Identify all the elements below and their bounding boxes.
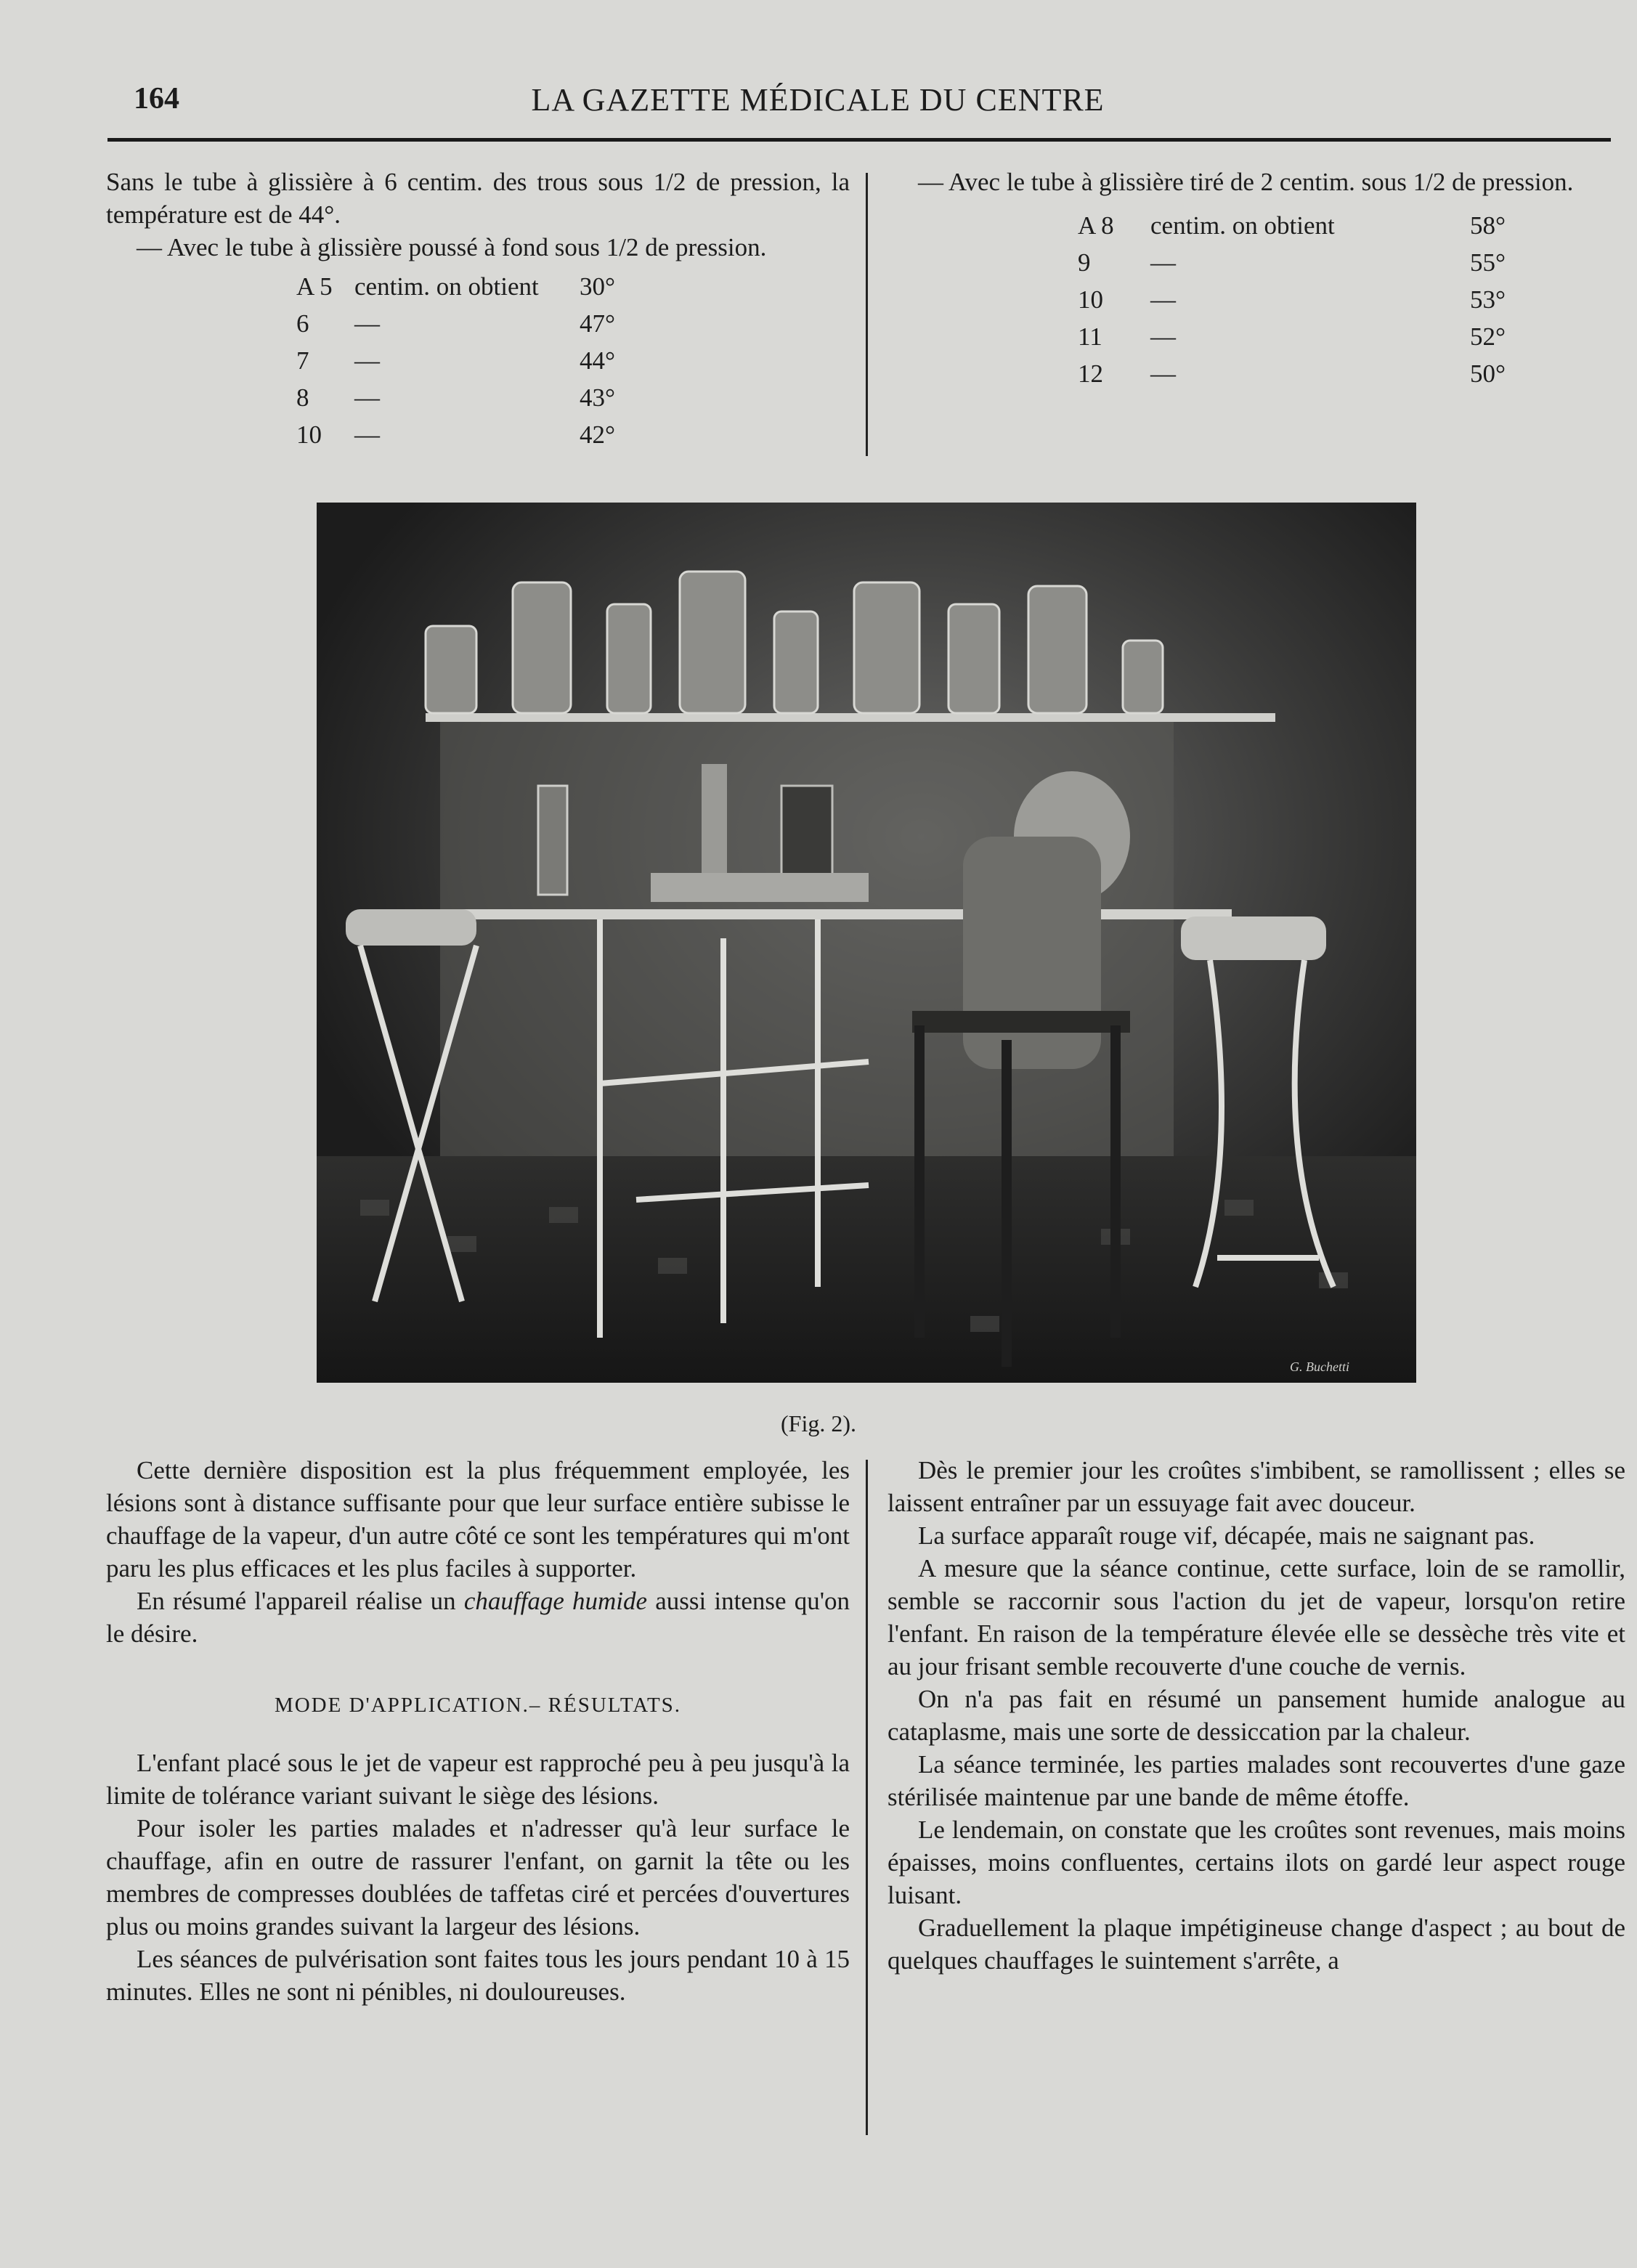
table-cell: —: [354, 383, 380, 412]
page-number: 164: [134, 82, 179, 115]
table-cell: 52°: [1470, 322, 1506, 351]
table-cell: —: [1150, 359, 1176, 388]
treatment-room-photo: [317, 503, 1416, 1383]
table-cell: —: [354, 420, 380, 449]
table-cell: 42°: [580, 420, 615, 449]
column-divider: [866, 1460, 868, 2135]
table-cell: 58°: [1470, 211, 1506, 240]
bottom-left-column: [106, 1454, 850, 2008]
table-cell: —: [354, 346, 380, 375]
photograph-figure: [317, 503, 1416, 1383]
table-row: [296, 342, 615, 379]
table-cell: 12: [1078, 359, 1103, 388]
paragraph: Les séances de pulvérisation sont faites tous les jours pendant 10 à 15 minutes. Elles ne sont ni pénibles, ni douloureuses.: [106, 1945, 850, 2006]
table-cell: 44°: [580, 346, 615, 375]
paragraph: Sans le tube à glissière à 6 centim. des trous sous 1/2 de pression, la température est de 44°.: [106, 168, 850, 229]
top-left-column: [106, 166, 850, 453]
table-row: [296, 379, 615, 416]
top-right-column: [887, 166, 1625, 392]
journal-title: LA GAZETTE MÉDICALE DU CENTRE: [531, 82, 1105, 118]
table-cell: —: [1150, 248, 1176, 277]
table-cell: 7: [296, 346, 309, 375]
table-cell: 9: [1078, 248, 1091, 277]
header-rule: [107, 138, 1611, 142]
paragraph: Le lendemain, on constate que les croûtes sont revenues, mais moins épaisses, moins confluentes, certains ilots on gardé leur aspect rouge luisant.: [887, 1816, 1625, 1909]
bottom-right-column: [887, 1454, 1625, 1977]
table-cell: 55°: [1470, 248, 1506, 277]
table-cell: 30°: [580, 272, 615, 301]
table-cell: 6: [296, 309, 309, 338]
table-row: [296, 416, 615, 453]
paragraph: — Avec le tube à glissière poussé à fond sous 1/2 de pression.: [137, 233, 767, 261]
table-cell: 10: [1078, 285, 1103, 314]
table-cell: —: [354, 309, 380, 338]
table-cell: A 8: [1078, 211, 1114, 240]
paragraph: Dès le premier jour les croûtes s'imbibent, se ramollissent ; elles se laissent entraîner par un essuyage fait avec douceur.: [887, 1456, 1625, 1517]
table-cell: centim. on obtient: [354, 272, 539, 301]
paragraph: A mesure que la séance continue, cette surface, loin de se ramollir, semble se raccornir sous l'action du jet de vapeur, lorsqu'on retire l'enfant. En raison de la température élevée elle se dessèche très vite et au jour frisant semble recouverte d'une couche de vernis.: [887, 1554, 1625, 1680]
paragraph: La surface apparaît rouge vif, décapée, mais ne saignant pas.: [918, 1521, 1535, 1550]
paragraph: On n'a pas fait en résumé un pansement humide analogue au cataplasme, mais une sorte de dessiccation par la chaleur.: [887, 1685, 1625, 1746]
table-row: [296, 305, 615, 342]
paragraph: Graduellement la plaque impétigineuse change d'aspect ; au bout de quelques chauffages le suintement s'arrête, a: [887, 1914, 1625, 1975]
section-title: MODE D'APPLICATION.– RÉSULTATS.: [274, 1694, 682, 1717]
paragraph: — Avec le tube à glissière tiré de 2 centim. sous 1/2 de pression.: [918, 168, 1574, 196]
table-row: [1078, 244, 1506, 281]
table-row: [1078, 318, 1506, 355]
page-header: [107, 81, 1528, 132]
table-cell: centim. on obtient: [1150, 211, 1335, 240]
temperature-table-right: [1078, 207, 1506, 392]
paragraph: Pour isoler les parties malades et n'adresser qu'à leur surface le chauffage, afin en outre de rassurer l'enfant, on garnit la tête ou les membres de compresses doublées de taffetas ciré et percées d'ouvertures plus ou moins grandes suivant la largeur des lésions.: [106, 1814, 850, 1940]
photo-signature: G. Buchetti: [1290, 1359, 1349, 1374]
table-row: [1078, 281, 1506, 318]
table-row: [296, 268, 615, 305]
column-divider: [866, 173, 868, 456]
table-cell: 53°: [1470, 285, 1506, 314]
table-cell: 8: [296, 383, 309, 412]
paragraph: [106, 1585, 850, 1650]
text-run: En résumé l'appareil réalise un: [137, 1587, 464, 1615]
figure-caption: (Fig. 2).: [781, 1410, 856, 1436]
emphasis: chauffage humide: [463, 1587, 648, 1615]
paragraph: La séance terminée, les parties malades sont recouvertes d'une gaze stérilisée maintenue par une bande de même étoffe.: [887, 1750, 1625, 1811]
table-cell: A 5: [296, 272, 333, 301]
table-cell: 11: [1078, 322, 1102, 351]
text-run: aussi intense qu'on le désire.: [106, 1587, 850, 1648]
table-cell: 43°: [580, 383, 615, 412]
temperature-table-left: [296, 268, 615, 453]
table-cell: 50°: [1470, 359, 1506, 388]
paragraph: L'enfant placé sous le jet de vapeur est rapproché peu à peu jusqu'à la limite de tolérance variant suivant le siège des lésions.: [106, 1749, 850, 1810]
paragraph: Cette dernière disposition est la plus fréquemment employée, les lésions sont à distance suffisante pour que leur surface entière subisse le chauffage de la vapeur, d'un autre côté ce sont les températures qui m'ont paru les plus efficaces et les plus faciles à supporter.: [106, 1456, 850, 1582]
table-cell: —: [1150, 322, 1176, 351]
table-cell: 10: [296, 420, 322, 449]
table-row: [1078, 207, 1506, 244]
table-cell: 47°: [580, 309, 615, 338]
table-row: [1078, 355, 1506, 392]
table-cell: —: [1150, 285, 1176, 314]
